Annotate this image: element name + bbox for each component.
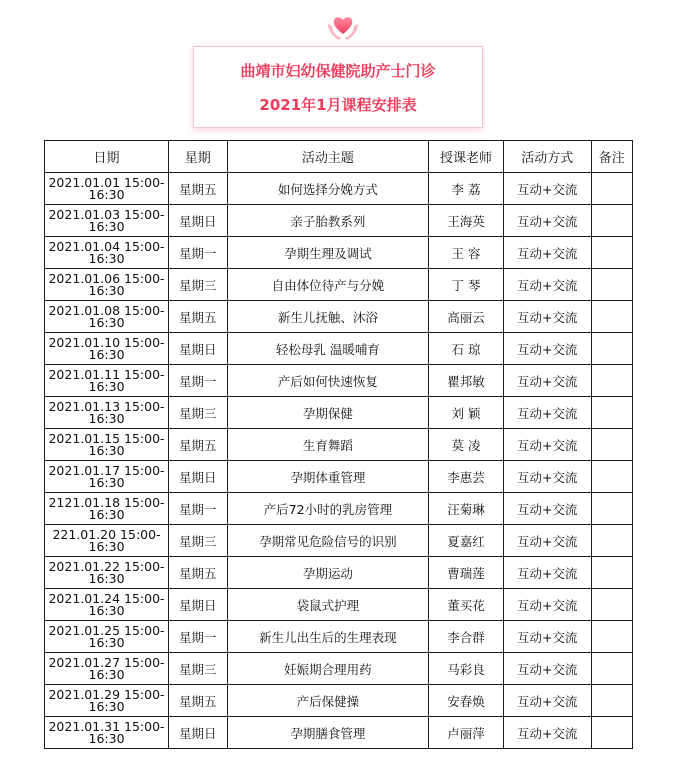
teacher-cell: 王海英 (429, 205, 504, 237)
topic-cell: 孕期保健 (227, 397, 429, 429)
topic-cell: 新生儿出生后的生理表现 (227, 621, 429, 653)
column-header-topic: 活动主题 (227, 141, 429, 173)
weekday-cell: 星期三 (169, 397, 227, 429)
date-cell: 2021.01.03 15:00-16:30 (45, 205, 169, 237)
note-cell (591, 397, 632, 429)
date-cell: 2021.01.31 15:00-16:30 (45, 717, 169, 749)
mode-cell: 互动+交流 (503, 429, 591, 461)
date-cell: 2021.01.24 15:00-16:30 (45, 589, 169, 621)
table-header-row (45, 141, 633, 173)
weekday-cell: 星期五 (169, 685, 227, 717)
table-row (45, 205, 633, 237)
teacher-cell: 王 容 (429, 237, 504, 269)
weekday-cell: 星期五 (169, 557, 227, 589)
weekday-cell: 星期五 (169, 173, 227, 205)
topic-cell: 生育舞蹈 (227, 429, 429, 461)
date-cell: 2021.01.11 15:00-16:30 (45, 365, 169, 397)
table-row (45, 429, 633, 461)
mode-cell: 互动+交流 (503, 173, 591, 205)
mode-cell: 互动+交流 (503, 333, 591, 365)
mode-cell: 互动+交流 (503, 237, 591, 269)
date-cell: 2021.01.15 15:00-16:30 (45, 429, 169, 461)
note-cell (591, 717, 632, 749)
topic-cell: 产后如何快速恢复 (227, 365, 429, 397)
teacher-cell: 董买花 (429, 589, 504, 621)
teacher-cell: 李合群 (429, 621, 504, 653)
mode-cell: 互动+交流 (503, 653, 591, 685)
topic-cell: 孕期常见危险信号的识别 (227, 525, 429, 557)
weekday-cell: 星期三 (169, 653, 227, 685)
teacher-cell: 瞿邦敏 (429, 365, 504, 397)
date-cell: 2021.01.08 15:00-16:30 (45, 301, 169, 333)
mode-cell: 互动+交流 (503, 205, 591, 237)
table-row (45, 301, 633, 333)
teacher-cell: 刘 颖 (429, 397, 504, 429)
teacher-cell: 李 荔 (429, 173, 504, 205)
date-cell: 2021.01.01 15:00-16:30 (45, 173, 169, 205)
weekday-cell: 星期日 (169, 461, 227, 493)
weekday-cell: 星期日 (169, 717, 227, 749)
mode-cell: 互动+交流 (503, 525, 591, 557)
weekday-cell: 星期三 (169, 525, 227, 557)
mode-cell: 互动+交流 (503, 717, 591, 749)
weekday-cell: 星期日 (169, 333, 227, 365)
teacher-cell: 高丽云 (429, 301, 504, 333)
weekday-cell: 星期一 (169, 493, 227, 525)
schedule-table (44, 140, 633, 749)
mode-cell: 互动+交流 (503, 397, 591, 429)
table-row (45, 493, 633, 525)
date-cell: 2021.01.04 15:00-16:30 (45, 237, 169, 269)
weekday-cell: 星期一 (169, 621, 227, 653)
weekday-cell: 星期一 (169, 237, 227, 269)
mode-cell: 互动+交流 (503, 365, 591, 397)
page-subtitle: 2021年1月课程安排表 (259, 96, 417, 114)
weekday-cell: 星期五 (169, 301, 227, 333)
note-cell (591, 205, 632, 237)
table-row (45, 237, 633, 269)
topic-cell: 孕期体重管理 (227, 461, 429, 493)
date-cell: 2021.01.25 15:00-16:30 (45, 621, 169, 653)
heart-in-hands-icon (324, 10, 362, 44)
topic-cell: 轻松母乳 温暖哺育 (227, 333, 429, 365)
topic-cell: 袋鼠式护理 (227, 589, 429, 621)
note-cell (591, 173, 632, 205)
mode-cell: 互动+交流 (503, 269, 591, 301)
title-card (193, 46, 483, 128)
mode-cell: 互动+交流 (503, 301, 591, 333)
page-title: 曲靖市妇幼保健院助产士门诊 (240, 62, 436, 80)
note-cell (591, 653, 632, 685)
date-cell: 2021.01.06 15:00-16:30 (45, 269, 169, 301)
note-cell (591, 237, 632, 269)
note-cell (591, 429, 632, 461)
teacher-cell: 汪菊琳 (429, 493, 504, 525)
table-row (45, 461, 633, 493)
teacher-cell: 马彩良 (429, 653, 504, 685)
topic-cell: 如何选择分娩方式 (227, 173, 429, 205)
mode-cell: 互动+交流 (503, 589, 591, 621)
date-cell: 2021.01.17 15:00-16:30 (45, 461, 169, 493)
note-cell (591, 333, 632, 365)
topic-cell: 产后保健操 (227, 685, 429, 717)
table-row (45, 589, 633, 621)
table-row (45, 269, 633, 301)
weekday-cell: 星期五 (169, 429, 227, 461)
teacher-cell: 石 琼 (429, 333, 504, 365)
weekday-cell: 星期日 (169, 589, 227, 621)
date-cell: 2021.01.29 15:00-16:30 (45, 685, 169, 717)
weekday-cell: 星期一 (169, 365, 227, 397)
table-row (45, 173, 633, 205)
mode-cell: 互动+交流 (503, 685, 591, 717)
note-cell (591, 557, 632, 589)
mode-cell: 互动+交流 (503, 493, 591, 525)
topic-cell: 亲子胎教系列 (227, 205, 429, 237)
table-row (45, 397, 633, 429)
topic-cell: 孕期膳食管理 (227, 717, 429, 749)
date-cell: 2021.01.10 15:00-16:30 (45, 333, 169, 365)
note-cell (591, 269, 632, 301)
date-cell: 221.01.20 15:00-16:30 (45, 525, 169, 557)
table-row (45, 621, 633, 653)
note-cell (591, 525, 632, 557)
column-header-teacher: 授课老师 (429, 141, 504, 173)
teacher-cell: 莫 凌 (429, 429, 504, 461)
note-cell (591, 589, 632, 621)
table-row (45, 557, 633, 589)
teacher-cell: 李惠芸 (429, 461, 504, 493)
table-row (45, 525, 633, 557)
teacher-cell: 夏嘉红 (429, 525, 504, 557)
table-row (45, 333, 633, 365)
table-row (45, 717, 633, 749)
table-row (45, 653, 633, 685)
column-header-note: 备注 (591, 141, 632, 173)
topic-cell: 妊娠期合理用药 (227, 653, 429, 685)
column-header-mode: 活动方式 (503, 141, 591, 173)
topic-cell: 自由体位待产与分娩 (227, 269, 429, 301)
note-cell (591, 685, 632, 717)
table-row (45, 365, 633, 397)
column-header-weekday: 星期 (169, 141, 227, 173)
topic-cell: 孕期运动 (227, 557, 429, 589)
date-cell: 2121.01.18 15:00-16:30 (45, 493, 169, 525)
note-cell (591, 461, 632, 493)
mode-cell: 互动+交流 (503, 557, 591, 589)
weekday-cell: 星期三 (169, 269, 227, 301)
teacher-cell: 安春焕 (429, 685, 504, 717)
date-cell: 2021.01.22 15:00-16:30 (45, 557, 169, 589)
note-cell (591, 493, 632, 525)
teacher-cell: 卢丽萍 (429, 717, 504, 749)
teacher-cell: 曹瑞莲 (429, 557, 504, 589)
note-cell (591, 365, 632, 397)
topic-cell: 孕期生理及调试 (227, 237, 429, 269)
weekday-cell: 星期日 (169, 205, 227, 237)
mode-cell: 互动+交流 (503, 621, 591, 653)
teacher-cell: 丁 琴 (429, 269, 504, 301)
column-header-date: 日期 (45, 141, 169, 173)
date-cell: 2021.01.27 15:00-16:30 (45, 653, 169, 685)
date-cell: 2021.01.13 15:00-16:30 (45, 397, 169, 429)
mode-cell: 互动+交流 (503, 461, 591, 493)
topic-cell: 新生儿抚触、沐浴 (227, 301, 429, 333)
note-cell (591, 621, 632, 653)
table-row (45, 685, 633, 717)
topic-cell: 产后72小时的乳房管理 (227, 493, 429, 525)
note-cell (591, 301, 632, 333)
